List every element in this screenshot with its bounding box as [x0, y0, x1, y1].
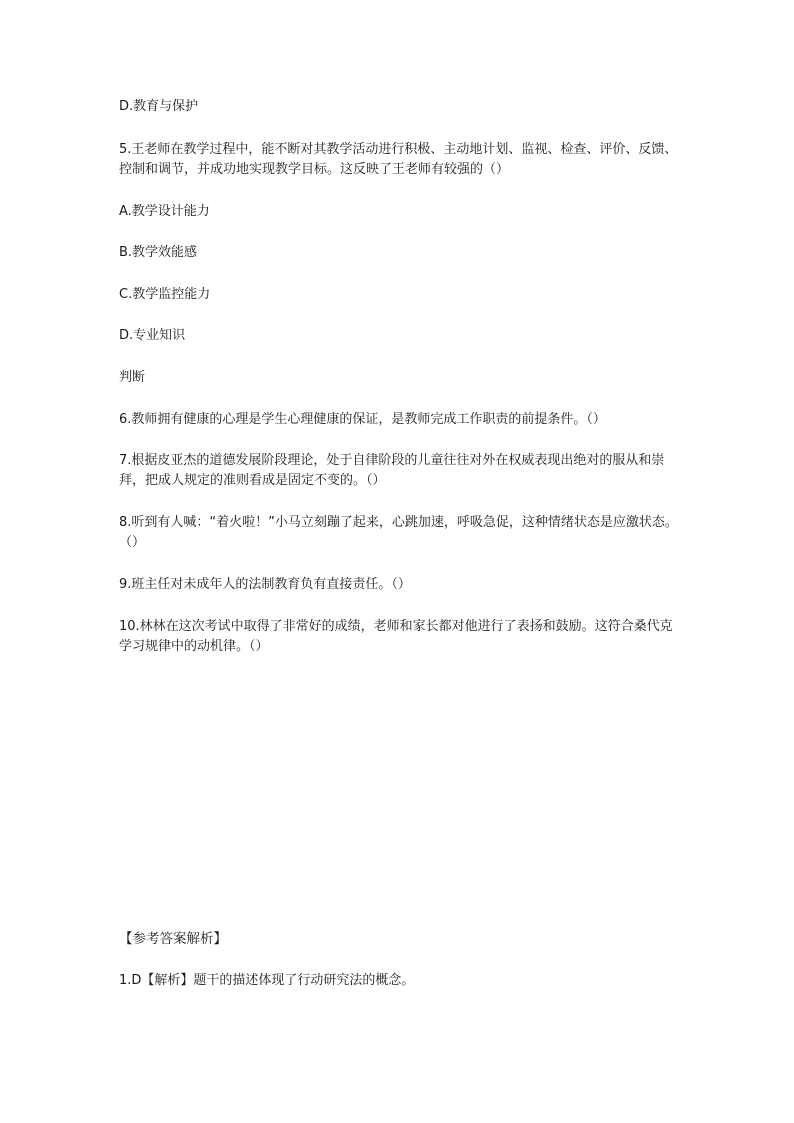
question-8: 8.听到有人喊：“着火啦！”小马立刻蹦了起来，心跳加速，呼吸急促，这种情绪状态是应激状态。（）	[119, 515, 678, 550]
question-5-option-c: C.教学监控能力	[119, 287, 211, 302]
question-10: 10.林林在这次考试中取得了非常好的成绩，老师和家长都对他进行了表扬和鼓励。这符合桑代克学习规律中的动机律。（）	[119, 619, 673, 654]
answers-heading: 【参考答案解析】	[119, 931, 227, 947]
question-9: 9.班主任对未成年人的法制教育负有直接责任。（）	[119, 577, 411, 592]
question-5-stem: 5.王老师在教学过程中，能不断对其教学活动进行积极、主动地计划、监视、检查、评价、反馈、控制和调节，并成功地实现教学目标。这反映了王老师有较强的（）	[119, 142, 678, 177]
question-4-option-d: D.教育与保护	[119, 99, 199, 114]
question-5-option-a: A.教学设计能力	[119, 204, 210, 219]
question-5-option-d: D.专业知识	[119, 328, 186, 343]
question-5-option-b: B.教学效能感	[119, 245, 198, 260]
answer-1: 1.D【解析】题干的描述体现了行动研究法的概念。	[119, 973, 415, 988]
question-7: 7.根据皮亚杰的道德发展阶段理论，处于自律阶段的儿童往往对外在权威表现出绝对的服从和崇拜，把成人规定的准则看成是固定不变的。（）	[119, 453, 665, 488]
question-6: 6.教师拥有健康的心理是学生心理健康的保证，是教师完成工作职责的前提条件。（）	[119, 412, 606, 427]
section-judge-heading: 判断	[119, 370, 146, 385]
